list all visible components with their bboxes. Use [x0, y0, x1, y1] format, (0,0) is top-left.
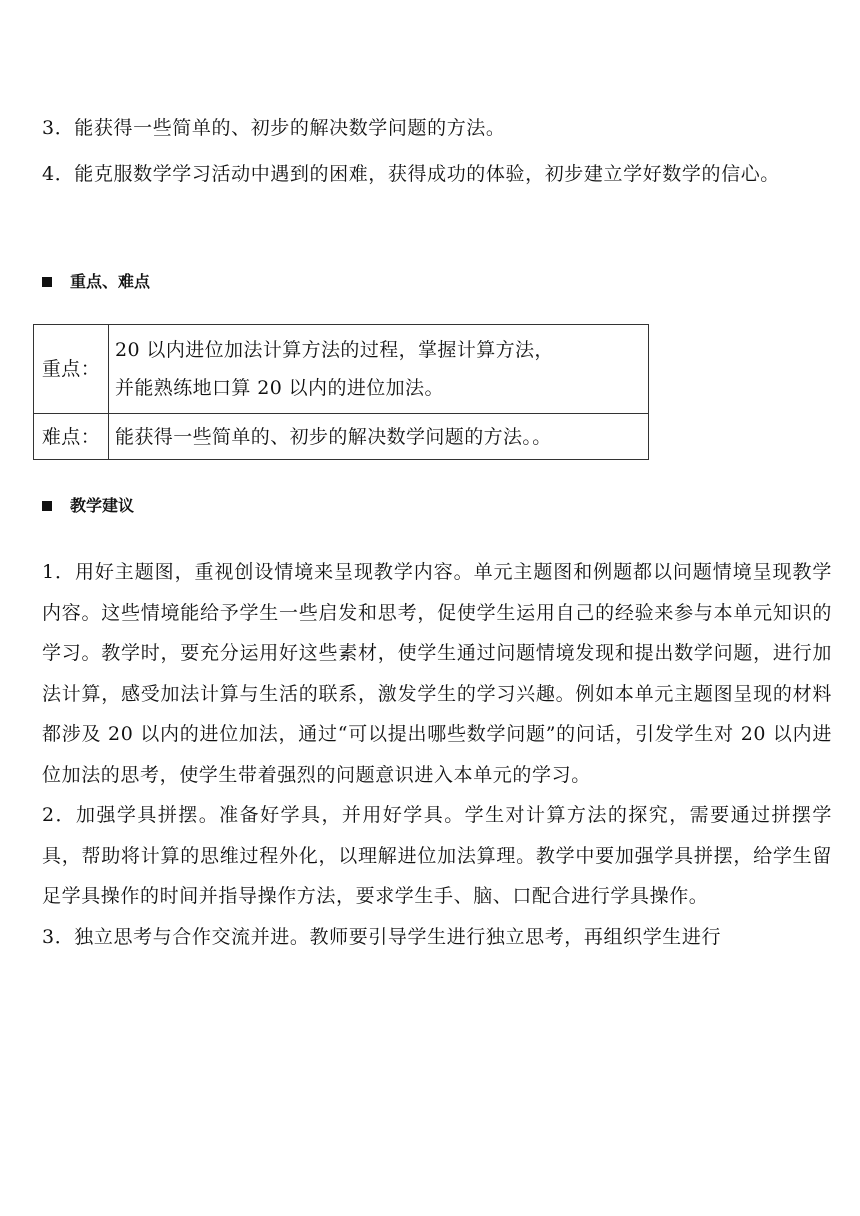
- suggestion-paragraph: 1．用好主题图，重视创设情境来呈现教学内容。单元主题图和例题都以问题情境呈现教学内容。这些情境能给予学生一些启发和思考，促使学生运用自己的经验来参与本单元知识的学习。教学时，要充分运用好这些素材，使学生通过问题情境发现和提出数学问题，进行加法计算，感受加法计算与生活的联系，激发学生的学习兴趣。例如本单元主题图呈现的材料都涉及 20 以内的进位加法，通过“可以提出哪些数学问题”的问话，引发学生对 20 以内进位加法的思考，使学生带着强烈的问题意识进入本单元的学习。: [42, 561, 832, 786]
- table-row-content: [109, 414, 649, 460]
- table-row-content: [109, 325, 649, 414]
- table-row: [34, 414, 649, 460]
- key-points-table: [33, 324, 649, 460]
- section-heading-key-points: [42, 270, 150, 294]
- section-heading-text: 教学建议: [70, 496, 135, 515]
- suggestion-paragraph: 2．加强学具拼摆。准备好学具，并用好学具。学生对计算方法的探究，需要通过拼摆学具，帮助将计算的思维过程外化，以理解进位加法算理。教学中要加强学具拼摆，给学生留足学具操作的时间并指导操作方法，要求学生手、脑、口配合进行学具操作。: [42, 804, 832, 907]
- table-row-label: 重点：: [34, 325, 109, 414]
- square-bullet-icon: [42, 501, 52, 511]
- suggestions-body: [42, 552, 832, 957]
- suggestion-paragraph: 3．独立思考与合作交流并进。教师要引导学生进行独立思考，再组织学生进行: [42, 925, 722, 948]
- intro-item-3: 3．能获得一些简单的、初步的解决数学问题的方法。: [42, 117, 506, 139]
- table-cell-line: 20 以内进位加法计算方法的过程，掌握计算方法，: [115, 339, 554, 361]
- square-bullet-icon: [42, 277, 52, 287]
- table-row-label: 难点：: [34, 414, 109, 460]
- section-heading-suggestions: [42, 494, 134, 518]
- intro-item-4: 4．能克服数学学习活动中遇到的困难，获得成功的体验，初步建立学好数学的信心。: [42, 163, 780, 185]
- table-cell-line: 并能熟练地口算 20 以内的进位加法。: [115, 377, 444, 399]
- section-heading-text: 重点、难点: [70, 272, 151, 291]
- table-row: [34, 325, 649, 414]
- table-cell-line: 能获得一些简单的、初步的解决数学问题的方法。。: [115, 425, 552, 448]
